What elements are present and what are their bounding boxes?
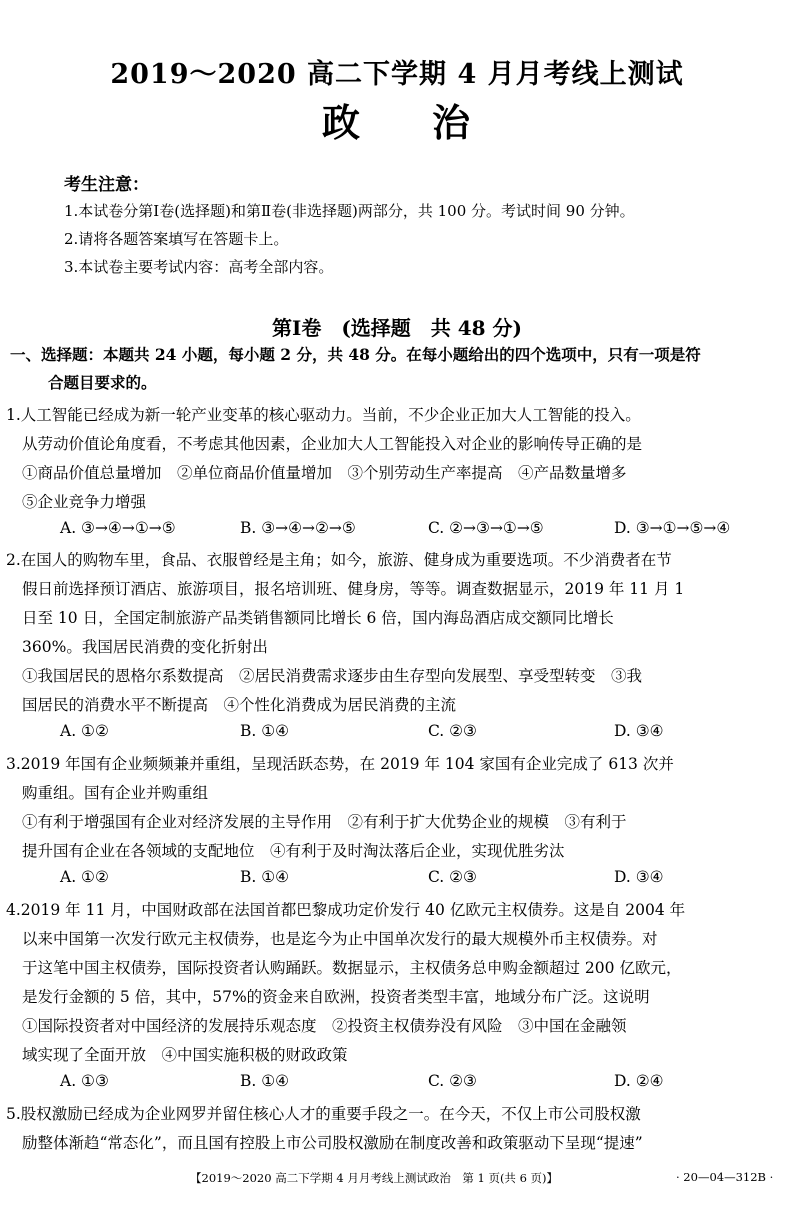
notice-item: 2.请将各题答案填写在答题卡上。 bbox=[64, 230, 289, 248]
section-instruction: 合题目要求的。 bbox=[48, 373, 157, 392]
option-d: D. ③④ bbox=[614, 722, 664, 740]
question-4-line: 域实现了全面开放 ④中国实施积极的财政政策 bbox=[22, 1046, 348, 1064]
question-2-line: 360%。我国居民消费的变化折射出 bbox=[22, 638, 268, 656]
option-c: C. ②③ bbox=[428, 1072, 477, 1090]
notice-item: 3.本试卷主要考试内容：高考全部内容。 bbox=[64, 258, 334, 276]
question-1-line: ①商品价值总量增加 ②单位商品价值量增加 ③个别劳动生产率提高 ④产品数量增多 bbox=[22, 464, 627, 482]
option-b: B. ③→④→②→⑤ bbox=[240, 519, 356, 537]
subject-char-left: 政 bbox=[321, 100, 362, 145]
option-c: C. ②→③→①→⑤ bbox=[428, 519, 544, 537]
option-a: A. ③→④→①→⑤ bbox=[60, 519, 176, 537]
subject-heading bbox=[0, 92, 794, 147]
question-2-line: 国居民的消费水平不断提高 ④个性化消费成为居民消费的主流 bbox=[22, 696, 457, 714]
question-4-line: 4.2019 年 11 月，中国财政部在法国首都巴黎成功定价发行 40 亿欧元主权债券。这是自 2004 年 bbox=[6, 901, 686, 919]
option-c: C. ②③ bbox=[428, 722, 477, 740]
question-4-line: ①国际投资者对中国经济的发展持乐观态度 ②投资主权债券没有风险 ③中国在金融领 bbox=[22, 1017, 627, 1035]
footer-page-info: 【2019～2020 高二下学期 4 月月考线上测试政治 第 1 页(共 6 页)】 bbox=[190, 1171, 559, 1185]
notice-item: 1.本试卷分第Ⅰ卷(选择题)和第Ⅱ卷(非选择题)两部分，共 100 分。考试时间 90 分钟。 bbox=[64, 202, 635, 220]
question-1-line: 1.人工智能已经成为新一轮产业变革的核心驱动力。当前，不少企业正加大人工智能的投入。 bbox=[6, 406, 641, 424]
question-3-line: 提升国有企业在各领域的支配地位 ④有利于及时淘汰落后企业，实现优胜劣汰 bbox=[22, 842, 565, 860]
exam-title: 2019～2020 高二下学期 4 月月考线上测试 bbox=[110, 59, 684, 90]
option-a: A. ①② bbox=[60, 722, 109, 740]
question-2-line: 2.在国人的购物车里，食品、衣服曾经是主角；如今，旅游、健身成为重要选项。不少消费者在节 bbox=[6, 551, 672, 569]
option-b: B. ①④ bbox=[240, 1072, 290, 1090]
question-1-line: ⑤企业竞争力增强 bbox=[22, 493, 147, 511]
option-b: B. ①④ bbox=[240, 868, 290, 886]
notice-heading: 考生注意： bbox=[64, 175, 149, 195]
subject-char-right: 治 bbox=[432, 100, 473, 145]
question-2-line: 假日前选择预订酒店、旅游项目，报名培训班、健身房，等等。调查数据显示，2019 年 11 月 1 bbox=[22, 580, 685, 598]
question-2-line: ①我国居民的恩格尔系数提高 ②居民消费需求逐步由生存型向发展型、享受型转变 ③我 bbox=[22, 667, 643, 685]
section-title: 第Ⅰ卷 (选择题 共 48 分) bbox=[271, 316, 523, 340]
section-instruction: 一、选择题：本题共 24 小题，每小题 2 分，共 48 分。在每小题给出的四个选项中，只有一项是符 bbox=[10, 345, 701, 364]
question-5-line: 励整体渐趋“常态化”，而且国有控股上市公司股权激励在制度改善和政策驱动下呈现“提速” bbox=[22, 1134, 643, 1152]
option-d: D. ③→①→⑤→④ bbox=[614, 519, 731, 537]
question-3-line: 3.2019 年国有企业频频兼并重组，呈现活跃态势，在 2019 年 104 家国有企业完成了 613 次并 bbox=[6, 755, 674, 773]
option-c: C. ②③ bbox=[428, 868, 477, 886]
question-4-line: 以来中国第一次发行欧元主权债券，也是迄今为止中国单次发行的最大规模外币主权债券。对 bbox=[22, 930, 658, 948]
question-4-line: 是发行金额的 5 倍，其中，57%的资金来自欧洲，投资者类型丰富，地域分布广泛。这说明 bbox=[22, 988, 650, 1006]
question-5-line: 5.股权激励已经成为企业网罗并留住核心人才的重要手段之一。在今天，不仅上市公司股权激 bbox=[6, 1105, 641, 1123]
option-d: D. ②④ bbox=[614, 1072, 664, 1090]
option-b: B. ①④ bbox=[240, 722, 290, 740]
question-4-line: 于这笔中国主权债券，国际投资者认购踊跃。数据显示，主权债务总申购金额超过 200 亿欧元， bbox=[22, 959, 682, 977]
question-3-line: 购重组。国有企业并购重组 bbox=[22, 784, 209, 802]
question-1-line: 从劳动价值论角度看，不考虑其他因素，企业加大人工智能投入对企业的影响传导正确的是 bbox=[22, 435, 643, 453]
question-3-line: ①有利于增强国有企业对经济发展的主导作用 ②有利于扩大优势企业的规模 ③有利于 bbox=[22, 813, 627, 831]
footer-code: · 20—04—312B · bbox=[676, 1170, 774, 1184]
option-d: D. ③④ bbox=[614, 868, 664, 886]
question-2-line: 日至 10 日，全国定制旅游产品类销售额同比增长 6 倍，国内海岛酒店成交额同比增长 bbox=[22, 609, 614, 627]
option-a: A. ①③ bbox=[60, 1072, 109, 1090]
option-a: A. ①② bbox=[60, 868, 109, 886]
